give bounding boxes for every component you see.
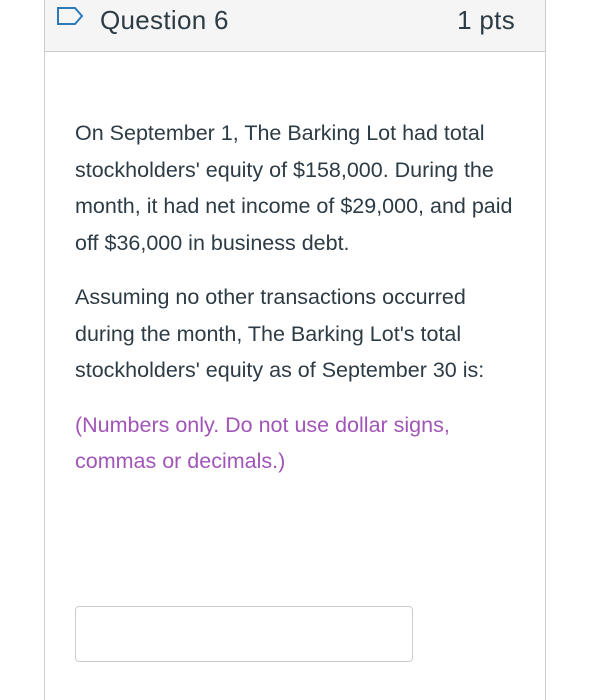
question-points: 1 pts — [457, 5, 515, 35]
question-paragraph: On September 1, The Barking Lot had total stockholders' equity of $158,000. During the month, it had net income of $29,000, and paid off $36,000 in business debt. — [75, 121, 513, 255]
question-title: Question 6 — [100, 5, 229, 35]
question-card — [44, 0, 546, 700]
answer-instruction: (Numbers only. Do not use dollar signs, commas or decimals.) — [75, 412, 450, 473]
question-paragraph: Assuming no other transactions occurred during the month, The Barking Lot's total stockholders' equity as of September 30 is: — [75, 285, 485, 382]
question-header — [45, 0, 545, 52]
question-text — [75, 115, 515, 480]
bookmark-outline-icon[interactable] — [55, 6, 85, 26]
answer-input[interactable] — [75, 606, 413, 662]
